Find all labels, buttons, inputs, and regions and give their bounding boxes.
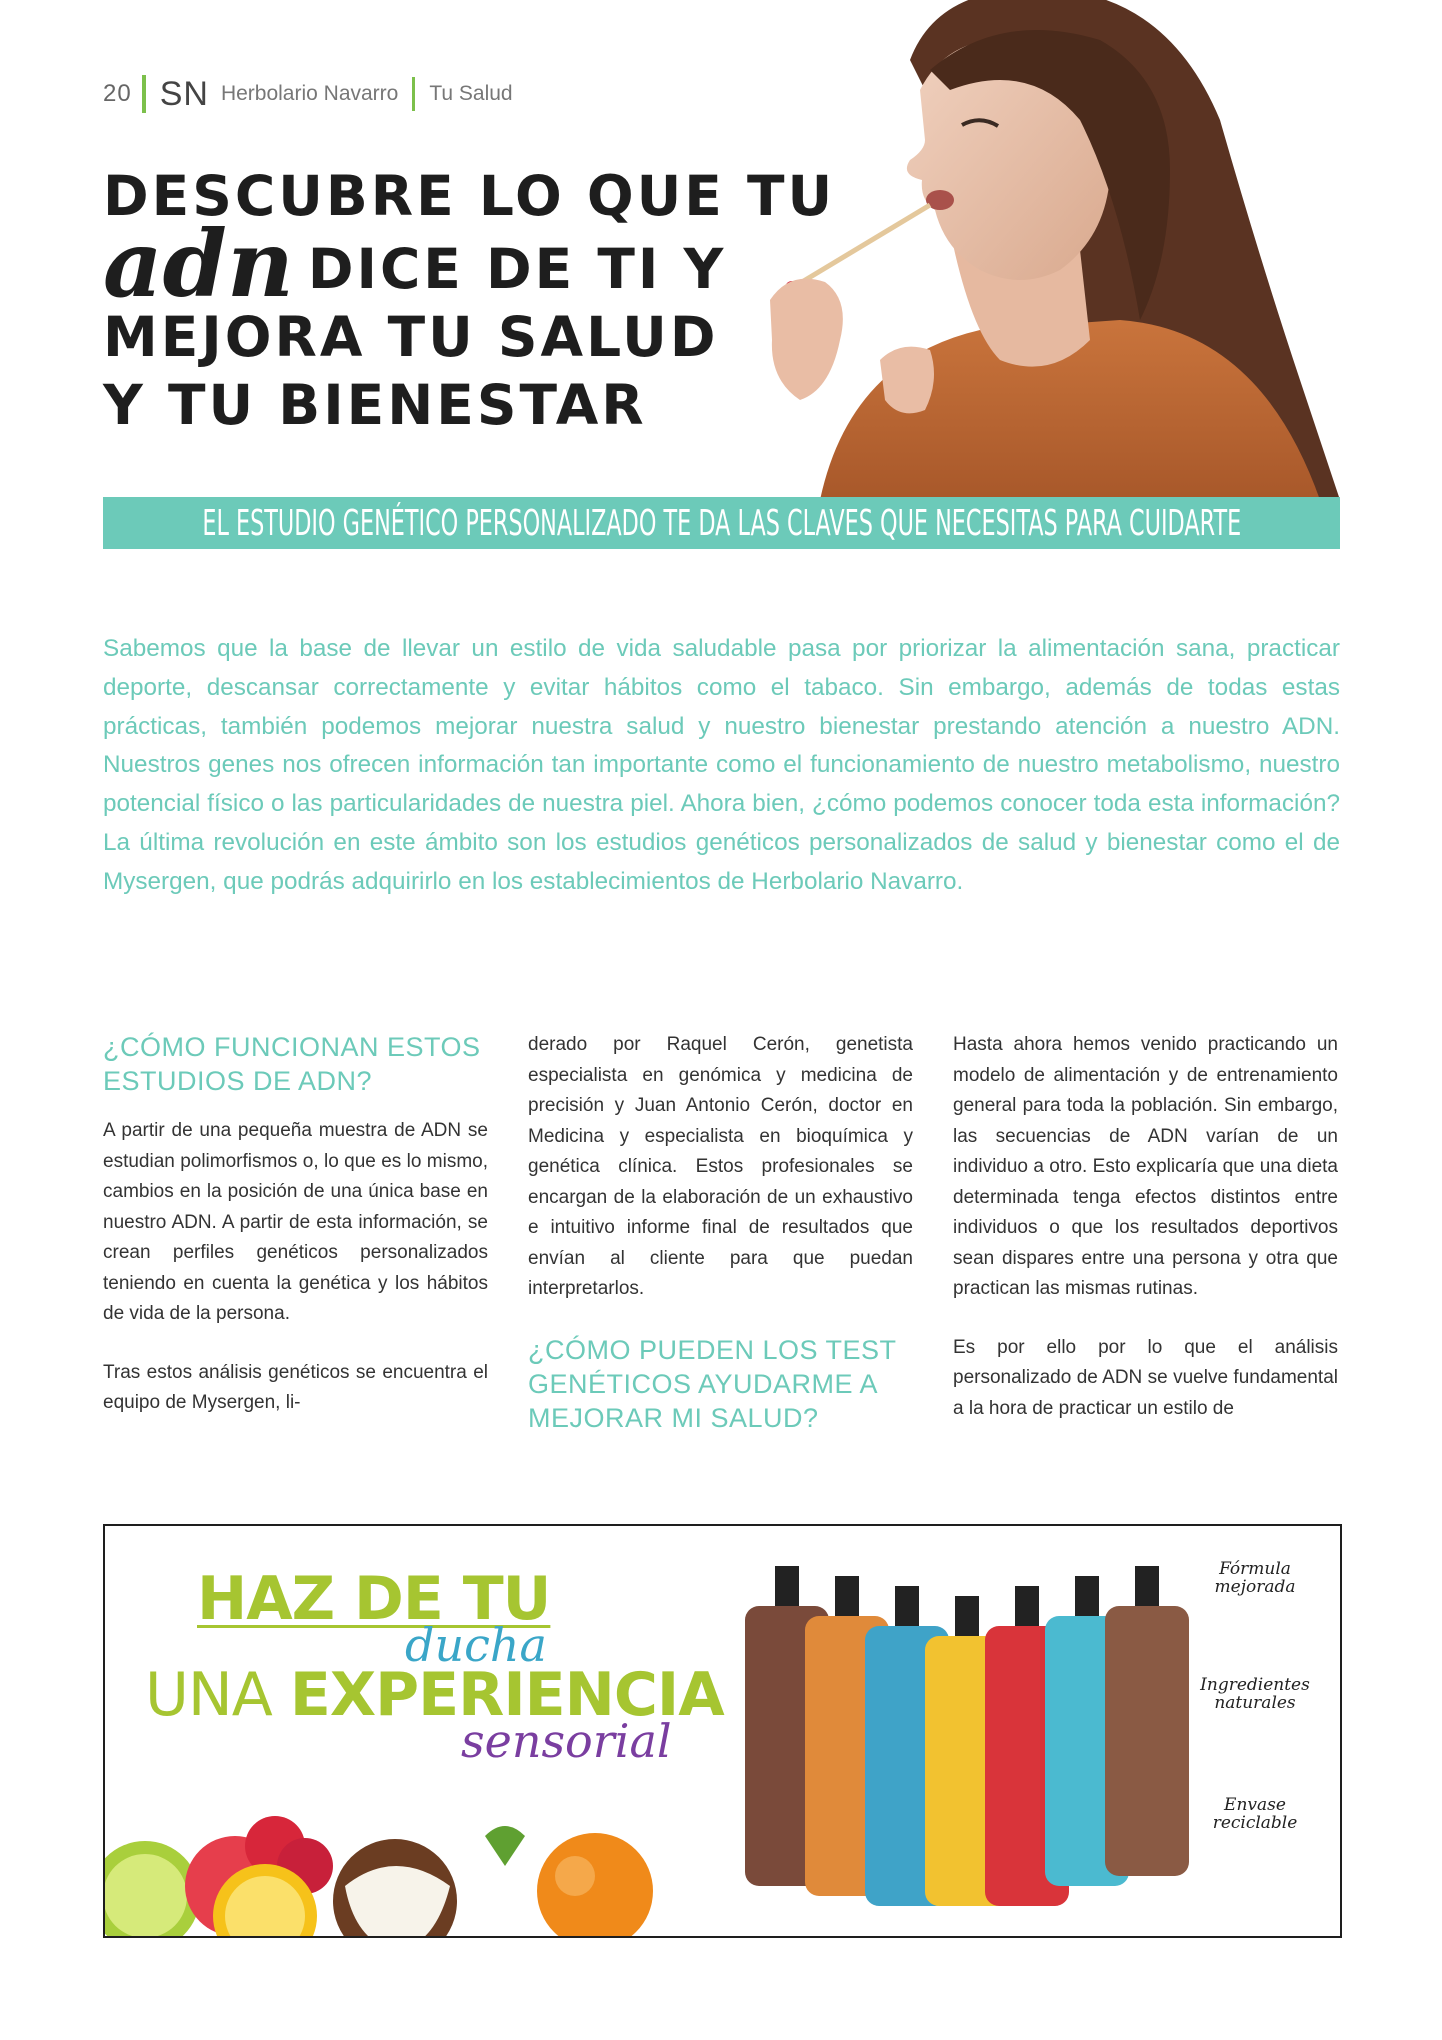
ad-note-packaging: Envase reciclable [1212, 1795, 1298, 1833]
ad-headline-1: HAZ DE TU [197, 1564, 551, 1634]
column-1-paragraph-2: Tras estos análisis genéticos se encuentra el equipo de Mysergen, li- [103, 1361, 488, 1413]
header-divider-2 [412, 77, 415, 111]
subtitle-text: EL ESTUDIO GENÉTICO PERSONALIZADO TE DA LAS CLAVES QUE NECESITAS PARA CUIDARTE [202, 502, 1241, 544]
column-2-heading: ¿CÓMO PUEDEN LOS TEST GENÉTICOS AYUDARME A MEJORAR MI SALUD? [528, 1334, 897, 1433]
column-3 [953, 1030, 1338, 1424]
column-2-paragraph-1: derado por Raquel Cerón, genetista especialista en genómica y medicina de precisión y Juan Antonio Cerón, doctor en Medicina y especialista en bioquímica y genética clínica. Estos profesionales se encargan de la elaboración de un exhaustivo e intuitivo informe final de resultados que envían al cliente para que puedan interpretarlos. [528, 1034, 913, 1299]
column-3-paragraph-1: Hasta ahora hemos venido practicando un modelo de alimentación y de entrenamiento general para toda la población. Sin embargo, las secuencias de ADN varían de un individuo a otro. Esto explicaría que una dieta determinada tenga efectos distintos entre individuos o que los resultados deportivos sean dispares entre una persona y otra que practican las mismas rutinas. [953, 1034, 1338, 1299]
title-line-2 [103, 210, 823, 318]
page-header [103, 74, 513, 114]
fruits-illustration [105, 1776, 715, 1936]
title-line-4: Y TU BIENESTAR [103, 373, 647, 437]
ad-script-sensorial: sensorial [461, 1714, 672, 1768]
title-line-3: MEJORA TU SALUD [103, 305, 719, 369]
column-3-paragraph-2: Es por ello por lo que el análisis personalizado de ADN se vuelve fundamental a la hora de practicar un estilo de [953, 1336, 1338, 1419]
title-script-word: adn [103, 210, 294, 318]
ad-note-formula: Fórmula mejorada [1214, 1559, 1296, 1597]
section-name: Tu Salud [429, 82, 513, 105]
page-number: 20 [103, 80, 132, 107]
ad-script-ducha: ducha [405, 1618, 547, 1672]
column-1-paragraph-1: A partir de una pequeña muestra de ADN se estudian polimorfismos o, lo que es lo mismo, cambios en la posición de una única base en nuestro ADN. A partir de esta información, se crean perfiles genéticos personalizados teniendo en cuenta la genética y los hábitos de vida de la persona. [103, 1120, 488, 1324]
product-bottles-illustration [735, 1546, 1295, 1916]
ad-headline-2-b: EXPERIENCIA [289, 1660, 724, 1730]
column-1-heading: ¿CÓMO FUNCIONAN ESTOS ESTUDIOS DE ADN? [103, 1032, 481, 1096]
header-divider [142, 75, 146, 113]
brand-mark: SN [159, 74, 209, 113]
intro-paragraph: Sabemos que la base de llevar un estilo de vida saludable pasa por priorizar la alimentación sana, practicar deporte, descansar correctamente y evitar hábitos como el tabaco. Sin embargo, además de todas estas prácticas, también podemos mejorar nuestra salud y nuestro bienestar prestando atención a nuestro ADN. Nuestros genes nos ofrecen información tan importante como el funcionamiento de nuestro metabolismo, nuestro potencial físico o las particularidades de nuestra piel. Ahora bien, ¿cómo podemos conocer toda esta información? La última revolución en este ámbito son los estudios genéticos personalizados de salud y bienestar como el de Mysergen, que podrás adquirirlo en los establecimientos de Herbolario Navarro. [103, 635, 1340, 895]
ad-headline-2-a: UNA [145, 1660, 272, 1730]
column-1 [103, 1030, 488, 1419]
magazine-name: Herbolario Navarro [220, 82, 399, 105]
column-2 [528, 1030, 913, 1435]
title-line-2-rest: DICE DE TI Y [307, 237, 727, 301]
article-title [103, 162, 836, 439]
title-line-1: DESCUBRE LO QUE TU [103, 164, 836, 228]
shower-gel-advertisement [103, 1524, 1342, 1938]
ad-note-ingredients: Ingredientes naturales [1200, 1675, 1310, 1713]
subtitle-band [103, 497, 1340, 549]
